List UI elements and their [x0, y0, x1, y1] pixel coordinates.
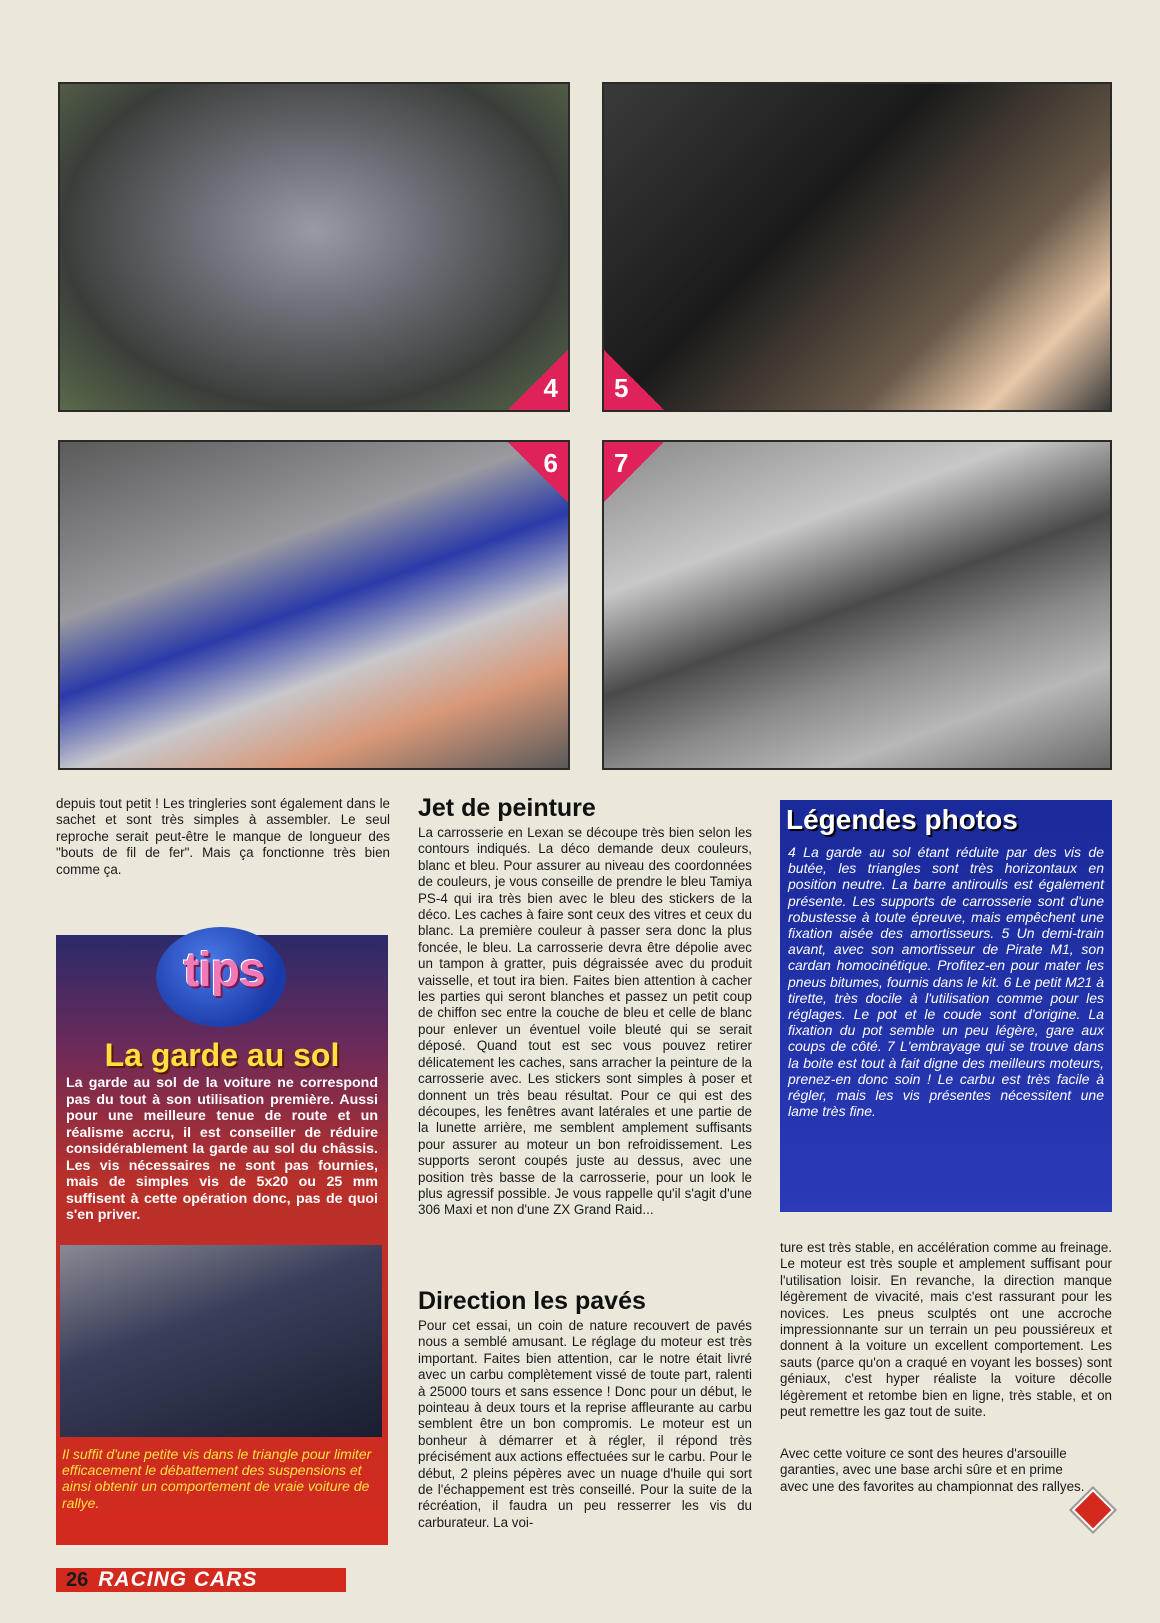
legend-title: Légendes photos [786, 804, 1018, 835]
col1-intro-text: depuis tout petit ! Les tringleries sont également dans le sachet et sont très simples à assembler. Le seul reproche serait peut-être le manque de longueur des "bouts de fil de fer". Mais ça fonctionne très bien comme ça. [56, 796, 390, 877]
col3-text: ture est très stable, en accélération comme au freinage. Le moteur est très souple et amplement suffisant pour l'utilisation loisir. En revanche, la direction manque légèrement de vivacité, mais c'est rassurant pour les novices. Les pneus sculptés ont une accroche impressionnante sur un terrain un peu poussiéreux et donnent à la voiture un excellent comportement. Les sauts (parce qu'on a craqué en voyant les bosses) sont géniaux, c'est hyper réaliste la voiture décolle légèrement et retombe bien en ligne, très stable, et on peut remettre les gaz tout de suite. [780, 1240, 1112, 1420]
photo-7 [602, 440, 1112, 770]
tips-title: La garde au sol [104, 1037, 340, 1073]
tips-badge-label: tips [183, 944, 265, 997]
tips-box [56, 935, 388, 1545]
legend-text: 4 La garde au sol étant réduite par des vis de butée, les triangles sont très horizontaux en position neutre. La barre antiroulis est également présente. Les supports de carrosserie sont d'une robustesse à toute épreuve, mais empêchent une fixation aisée des amortisseurs. 5 Un demi-train avant, avec son amortisseur de Pirate M1, son cardan homocinétique. Profitez-en pour mater les pneus bitumes, fournis dans le kit. 6 Le petit M21 à tirette, très docile à l'utilisation comme pour les réglages. Le pot et le coude sont d'origine. La fixation du pot semble un peu légère, gare aux coups de côté. 7 L'embrayage qui se trouve dans la boite est tout à fait digne des meilleurs moteurs, prenez-en donc soin ! Le carbu est très facile à régler, mais les vis présentes nécessitent une lame très fine. [788, 844, 1104, 1120]
tips-text: La garde au sol de la voiture ne correspond pas du tout à son utilisation première. Aussi pour une meilleure tenue de route et un réalisme accru, il est conseiller de réduire considérablement la garde au sol du châssis. Les vis nécessaires ne sont pas fournies, mais de simples vis de 5x20 ou 25 mm suffisent à cette opération donc, pas de quoi s'en priver. [66, 1075, 378, 1223]
photo-number: 6 [543, 448, 558, 478]
page-number: 26 [66, 1568, 89, 1591]
photo-5 [602, 82, 1112, 412]
photo-number-badge [604, 350, 664, 410]
photo-number-badge [508, 350, 568, 410]
photo-6 [58, 440, 570, 770]
photo-4 [58, 82, 570, 412]
section-paint [418, 794, 752, 1219]
section-text: Pour cet essai, un coin de nature recouvert de pavés nous a semblé amusant. Le réglage du moteur est très important. Faites bien attention, car le notre était livré avec un carbu complètement vissé de toute part, ralenti à 25000 tours et sans essence ! Donc pour un début, le pointeau à deux tours et la reprise affleurante au carbu semblent être un bon compromis. Le moteur est un bonheur à démarrer et à régler, il répond très précisément aux actions effectuées sur le carbu. Pour le début, 2 pleins pépères avec un nuage d'huile qui sort de l'échappement est très conseillé. Pour la suite de la récréation, il faudra un peu resserrer les vis du carburateur. La voi- [418, 1318, 752, 1530]
photo-number-badge [604, 442, 664, 502]
legend-box [780, 800, 1112, 1212]
section-heading: Jet de peinture [418, 794, 596, 822]
photo-number-badge [508, 442, 568, 502]
magazine-name: RACING CARS [98, 1568, 258, 1591]
photo-number: 7 [614, 448, 629, 478]
tips-caption: Il suffit d'une petite vis dans le triangle pour limiter efficacement le débattement des suspensions et ainsi obtenir un comportement de vraie voiture de rallye. [62, 1446, 372, 1511]
photo-number: 4 [543, 373, 558, 403]
col3-conclusion: Avec cette voiture ce sont des heures d'arsouille garanties, avec une base archi sûre et en prime avec une des favorites au championnat des rallyes. [780, 1446, 1085, 1494]
tips-photo [60, 1245, 382, 1437]
section-text: La carrosserie en Lexan se découpe très bien selon les contours indiqués. La déco demande deux couleurs, blanc et bleu. Pour assurer au niveau des coordonnées de couleurs, je vous conseille de prendre le bleu Tamiya PS-4 qui ira très bien avec le bleu des stickers de la déco. Les caches à faire sont ceux des vitres et ceux du blanc. La première couleur à passer sera donc la plus foncée, le bleu. La carrosserie devra être dépolie avec un tampon à gratter, puis dégraissée avec du produit vaisselle, et tout ira bien. Faites bien attention à cacher les parties qui seront blanches et passez un petit coup de chiffon sec entre la couche de bleu et celle de blanc pour enlever un éventuel voile bleuté qui se serait déposé. Quand tout est sec vous pouvez retirer délicatement les caches, sans arracher la peinture de la carrosserie avec. Les stickers sont simples à poser et donnent un très beau résultat. Pour ce qui est des découpes, les fenêtres avant latérales et une partie de la lunette arrière, me semblent amplement suffisants pour assurer au moteur un bon refroidissement. Les supports seront coupés juste au dessus, avec une position très basse de la carrosserie, pour un look le plus agressif possible. Je vous rappelle qu'il s'agit d'une 306 Maxi et non d'une ZX Grand Raid... [418, 825, 752, 1218]
section-paves [418, 1287, 752, 1531]
photo-number: 5 [614, 373, 629, 403]
page-footer [56, 1568, 346, 1592]
section-heading: Direction les pavés [418, 1287, 646, 1315]
